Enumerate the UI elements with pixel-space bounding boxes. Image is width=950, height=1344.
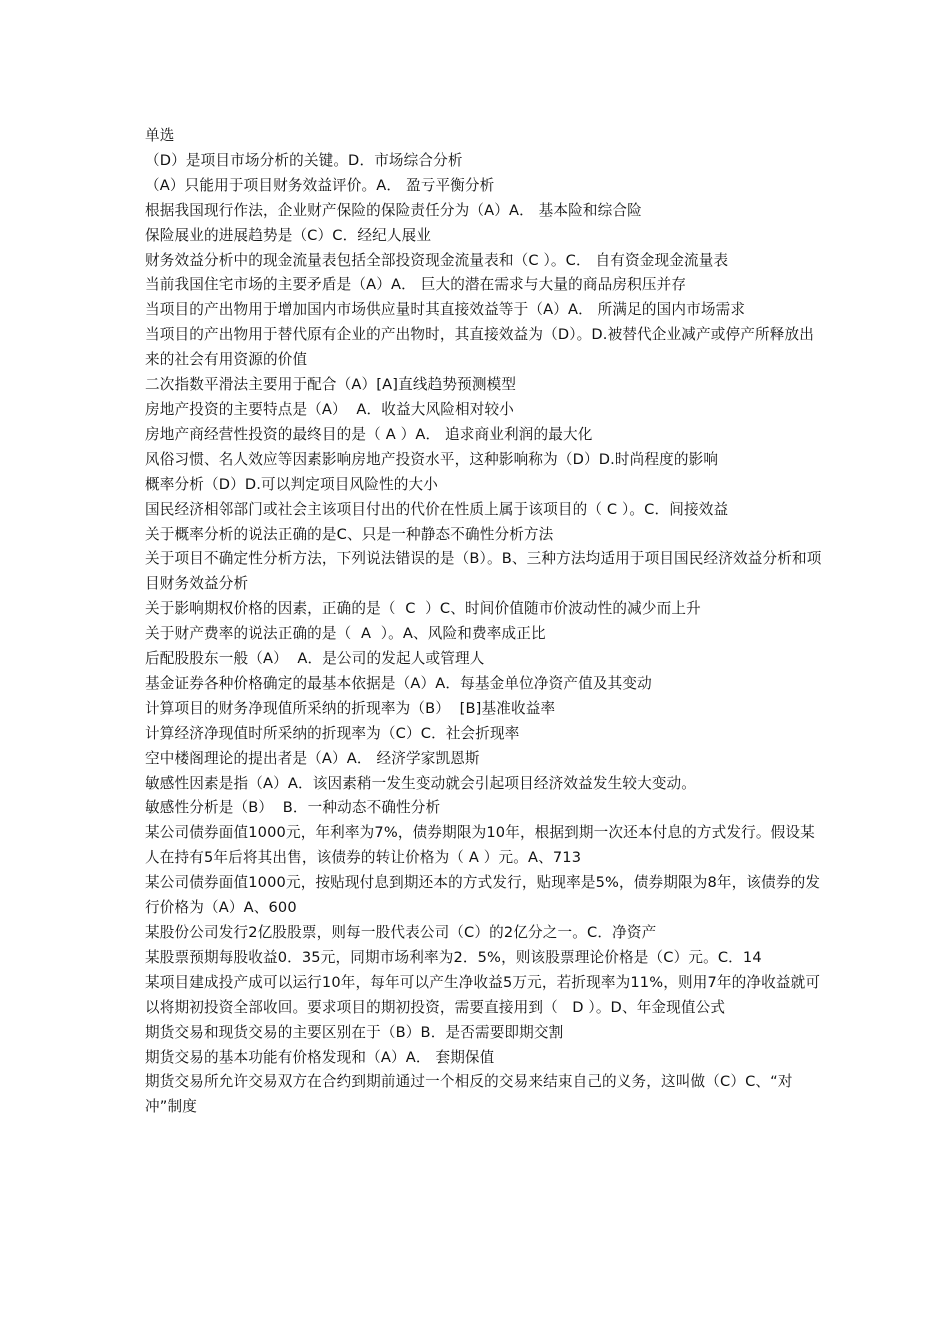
- question-line: 根据我国现行作法，企业财产保险的保险责任分为（A）A． 基本险和综合险: [145, 201, 642, 219]
- question-line: 后配股股东一般（A） A．是公司的发起人或管理人: [145, 650, 485, 668]
- question-line: 关于影响期权价格的因素，正确的是（ C ）C、时间价值随市价波动性的减少而上升: [145, 600, 701, 618]
- question-line: 概率分析（D）D.可以判定项目风险性的大小: [145, 475, 438, 493]
- question-line: 敏感性分析是（B） B．一种动态不确性分析: [145, 799, 441, 817]
- question-line: 关于财产费率的说法正确的是（ A ）。A、风险和费率成正比: [145, 625, 546, 643]
- question-line: （A）只能用于项目财务效益评价。A． 盈亏平衡分析: [145, 176, 495, 194]
- question-line: 财务效益分析中的现金流量表包括全部投资现金流量表和（C ）。C． 自有资金现金流量表: [145, 251, 729, 269]
- question-line: 关于项目不确定性分析方法，下列说法错误的是（B）。B、三种方法均适用于项目国民经济效益分析和项目财务效益分析: [145, 550, 822, 593]
- question-line: 计算经济净现值时所采纳的折现率为（C）C．社会折现率: [145, 724, 520, 742]
- question-line: 某公司债券面值1000元，按贴现付息到期还本的方式发行，贴现率是5%，债券期限为8年，该债券的发行价格为（A）A、600: [145, 874, 821, 917]
- question-line: 风俗习惯、名人效应等因素影响房地产投资水平，这种影响称为（D）D.时尚程度的影响: [145, 450, 719, 468]
- question-line: 房地产投资的主要特点是（A） A．收益大风险相对较小: [145, 400, 514, 418]
- question-line: 房地产商经营性投资的最终目的是（ A ）A． 追求商业利润的最大化: [145, 425, 593, 443]
- question-line: 保险展业的进展趋势是（C）C．经纪人展业: [145, 226, 432, 244]
- question-line: 当项目的产出物用于增加国内市场供应量时其直接效益等于（A）A． 所满足的国内市场需求: [145, 301, 746, 319]
- question-line: 二次指数平滑法主要用于配合（A）[A]直线趋势预测模型: [145, 376, 517, 394]
- question-line: 基金证券各种价格确定的最基本依据是（A）A．每基金单位净资产值及其变动: [145, 674, 652, 692]
- question-line: 某公司债券面值1000元，年利率为7%，债券期限为10年，根据到期一次还本付息的方式发行。假设某人在持有5年后将其出售，该债券的转让价格为（ A ）元。A、713: [145, 824, 815, 867]
- question-line: 国民经济相邻部门或社会主该项目付出的代价在性质上属于该项目的（ C ）。C．间接效益: [145, 500, 729, 518]
- question-line: 期货交易和现货交易的主要区别在于（B）B．是否需要即期交割: [145, 1023, 564, 1041]
- question-line: 当前我国住宅市场的主要矛盾是（A）A． 巨大的潜在需求与大量的商品房积压并存: [145, 276, 687, 294]
- question-line: 某股票预期每股收益0．35元，同期市场利率为2．5%，则该股票理论价格是（C）元。C．14: [145, 948, 762, 966]
- question-line: 敏感性因素是指（A）A．该因素稍一发生变动就会引起项目经济效益发生较大变动。: [145, 774, 697, 792]
- question-line: 某项目建成投产成可以运行10年，每年可以产生净收益5万元，若折现率为11%，则用7年的净收益就可以将期初投资全部收回。要求项目的期初投资，需要直接用到（ D ）。D、年金现值公式: [145, 973, 821, 1016]
- section-heading: 单选: [145, 127, 175, 144]
- question-line: 空中楼阁理论的提出者是（A）A． 经济学家凯恩斯: [145, 749, 480, 767]
- question-line: （D）是项目市场分析的关键。D．市场综合分析: [145, 151, 463, 169]
- question-line: 期货交易的基本功能有价格发现和（A）A． 套期保值: [145, 1048, 495, 1066]
- question-line: 期货交易所允许交易双方在合约到期前通过一个相反的交易来结束自己的义务，这叫做（C）C、“对冲”制度: [145, 1073, 793, 1116]
- question-line: 计算项目的财务净现值所采纳的折现率为（B） [B]基准收益率: [145, 699, 556, 717]
- question-line: 关于概率分析的说法正确的是C、只是一种静态不确性分析方法: [145, 525, 554, 543]
- document-body: [145, 124, 825, 1120]
- question-line: 某股份公司发行2亿股股票，则每一股代表公司（C）的2亿分之一。C．净资产: [145, 924, 657, 941]
- question-line: 当项目的产出物用于替代原有企业的产出物时，其直接效益为（D）。D.被替代企业减产或停产所释放出来的社会有用资源的价值: [145, 326, 814, 369]
